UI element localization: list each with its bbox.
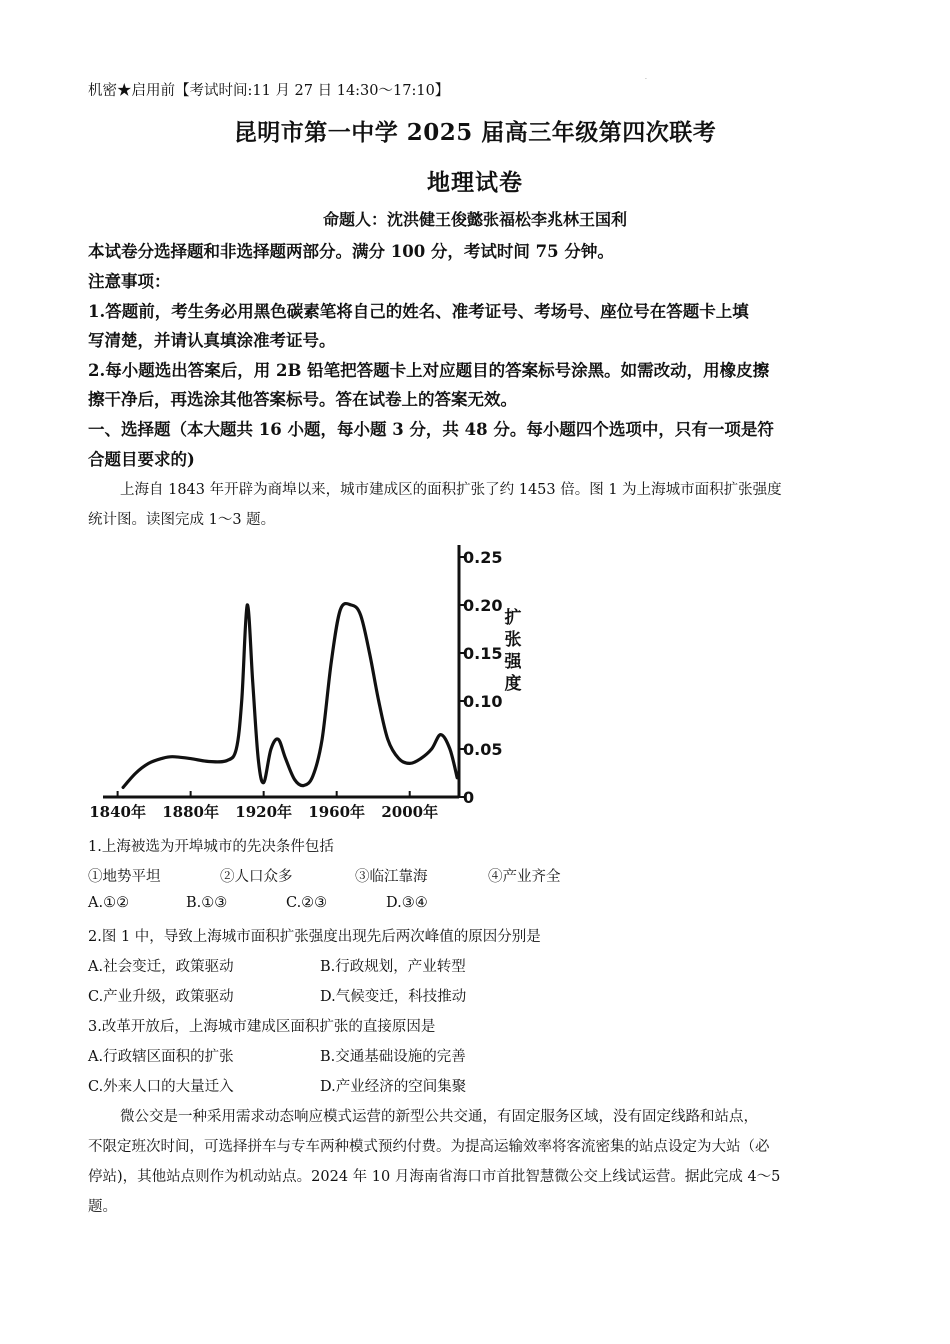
- y-tick-label: 0.15: [463, 644, 503, 663]
- q2-option-a[interactable]: A.社会变迁，政策驱动: [88, 959, 234, 975]
- passage-2-line-4: 题。: [88, 1199, 117, 1215]
- q3-option-d[interactable]: D.产业经济的空间集聚: [320, 1079, 467, 1095]
- y-tick-label: 0.25: [463, 548, 503, 567]
- q3-stem: 3.改革开放后，上海城市建成区面积扩张的直接原因是: [88, 1019, 436, 1035]
- y-tick-label: 0.05: [463, 740, 503, 759]
- q3-option-b[interactable]: B.交通基础设施的完善: [320, 1049, 466, 1065]
- q1-option-c[interactable]: C.②③: [286, 895, 328, 911]
- y-tick-label: 0.10: [463, 692, 503, 711]
- passage-2-line-3: 停站)，其他站点则作为机动站点。2024 年 10 月海南省海口市首批智慧微公交上线试运营。据此完成 4～5: [88, 1169, 781, 1185]
- q2-option-d[interactable]: D.气候变迁，科技推动: [320, 989, 467, 1005]
- note-1-line-1: 1.答题前，考生务必用黑色碳素笔将自己的姓名、准考证号、考场号、座位号在答题卡上填: [88, 302, 749, 321]
- q1-choice-1: ①地势平坦: [88, 869, 161, 885]
- confidential-label: 机密★启用前【考试时间:11 月 27 日 14:30～17:10】: [88, 83, 450, 99]
- subject-title: 地理试卷: [427, 169, 523, 196]
- series-line: [123, 603, 457, 787]
- passage-1-line-2: 统计图。读图完成 1～3 题。: [88, 512, 276, 528]
- q1-choice-4: ④产业齐全: [488, 869, 561, 885]
- expansion-intensity-chart: [89, 535, 525, 825]
- x-tick-label: 1880年: [162, 803, 220, 821]
- q2-option-c[interactable]: C.产业升级，政策驱动: [88, 989, 234, 1005]
- section-1-heading-line-2: 合题目要求的): [88, 450, 195, 469]
- y-axis-label-char: 张: [504, 630, 522, 650]
- x-tick-label: 2000年: [381, 803, 439, 821]
- exam-intro: 本试卷分选择题和非选择题两部分。满分 100 分，考试时间 75 分钟。: [88, 242, 614, 261]
- y-axis-label-char: 扩: [504, 608, 522, 628]
- q1-option-b[interactable]: B.①③: [186, 895, 228, 911]
- y-tick-label: 0.20: [463, 596, 503, 615]
- scan-speck: ·: [645, 76, 647, 83]
- y-axis-label-char: 强: [504, 652, 522, 672]
- exam-title: 昆明市第一中学 2025 届高三年级第四次联考: [233, 119, 717, 146]
- passage-1-line-1: 上海自 1843 年开辟为商埠以来，城市建成区的面积扩张了约 1453 倍。图 1 为上海城市面积扩张强度: [120, 482, 782, 498]
- q1-choice-3: ③临江靠海: [355, 869, 428, 885]
- notes-heading: 注意事项：: [88, 272, 171, 291]
- note-1-line-2: 写清楚，并请认真填涂准考证号。: [88, 331, 336, 350]
- q1-stem: 1.上海被选为开埠城市的先决条件包括: [88, 839, 334, 855]
- q1-choice-2: ②人口众多: [220, 869, 293, 885]
- q2-stem: 2.图 1 中，导致上海城市面积扩张强度出现先后两次峰值的原因分别是: [88, 929, 541, 945]
- passage-2-line-2: 不限定班次时间，可选择拼车与专车两种模式预约付费。为提高运输效率将客流密集的站点设定为大站（必: [88, 1139, 770, 1155]
- authors-line: 命题人：沈洪健王俊懿张福松李兆林王国利: [322, 210, 627, 229]
- q3-option-a[interactable]: A.行政辖区面积的扩张: [88, 1049, 234, 1065]
- note-2-line-1: 2.每小题选出答案后，用 2B 铅笔把答题卡上对应题目的答案标号涂黑。如需改动，用橡皮擦: [88, 361, 770, 380]
- passage-2-line-1: 微公交是一种采用需求动态响应模式运营的新型公共交通，有固定服务区域，没有固定线路和站点，: [120, 1109, 758, 1125]
- q1-option-a[interactable]: A.①②: [88, 895, 130, 911]
- x-tick-label: 1960年: [308, 803, 366, 821]
- q1-option-d[interactable]: D.③④: [386, 895, 428, 911]
- x-tick-label: 1840年: [89, 803, 146, 821]
- q2-option-b[interactable]: B.行政规划，产业转型: [320, 959, 466, 975]
- y-tick-label: 0: [463, 788, 475, 807]
- note-2-line-2: 擦干净后，再选涂其他答案标号。答在试卷上的答案无效。: [88, 390, 517, 409]
- y-axis-label-char: 度: [504, 674, 522, 694]
- section-1-heading-line-1: 一、选择题（本大题共 16 小题，每小题 3 分，共 48 分。每小题四个选项中，只有一项是符: [88, 420, 774, 439]
- x-tick-label: 1920年: [235, 803, 293, 821]
- q3-option-c[interactable]: C.外来人口的大量迁入: [88, 1079, 234, 1095]
